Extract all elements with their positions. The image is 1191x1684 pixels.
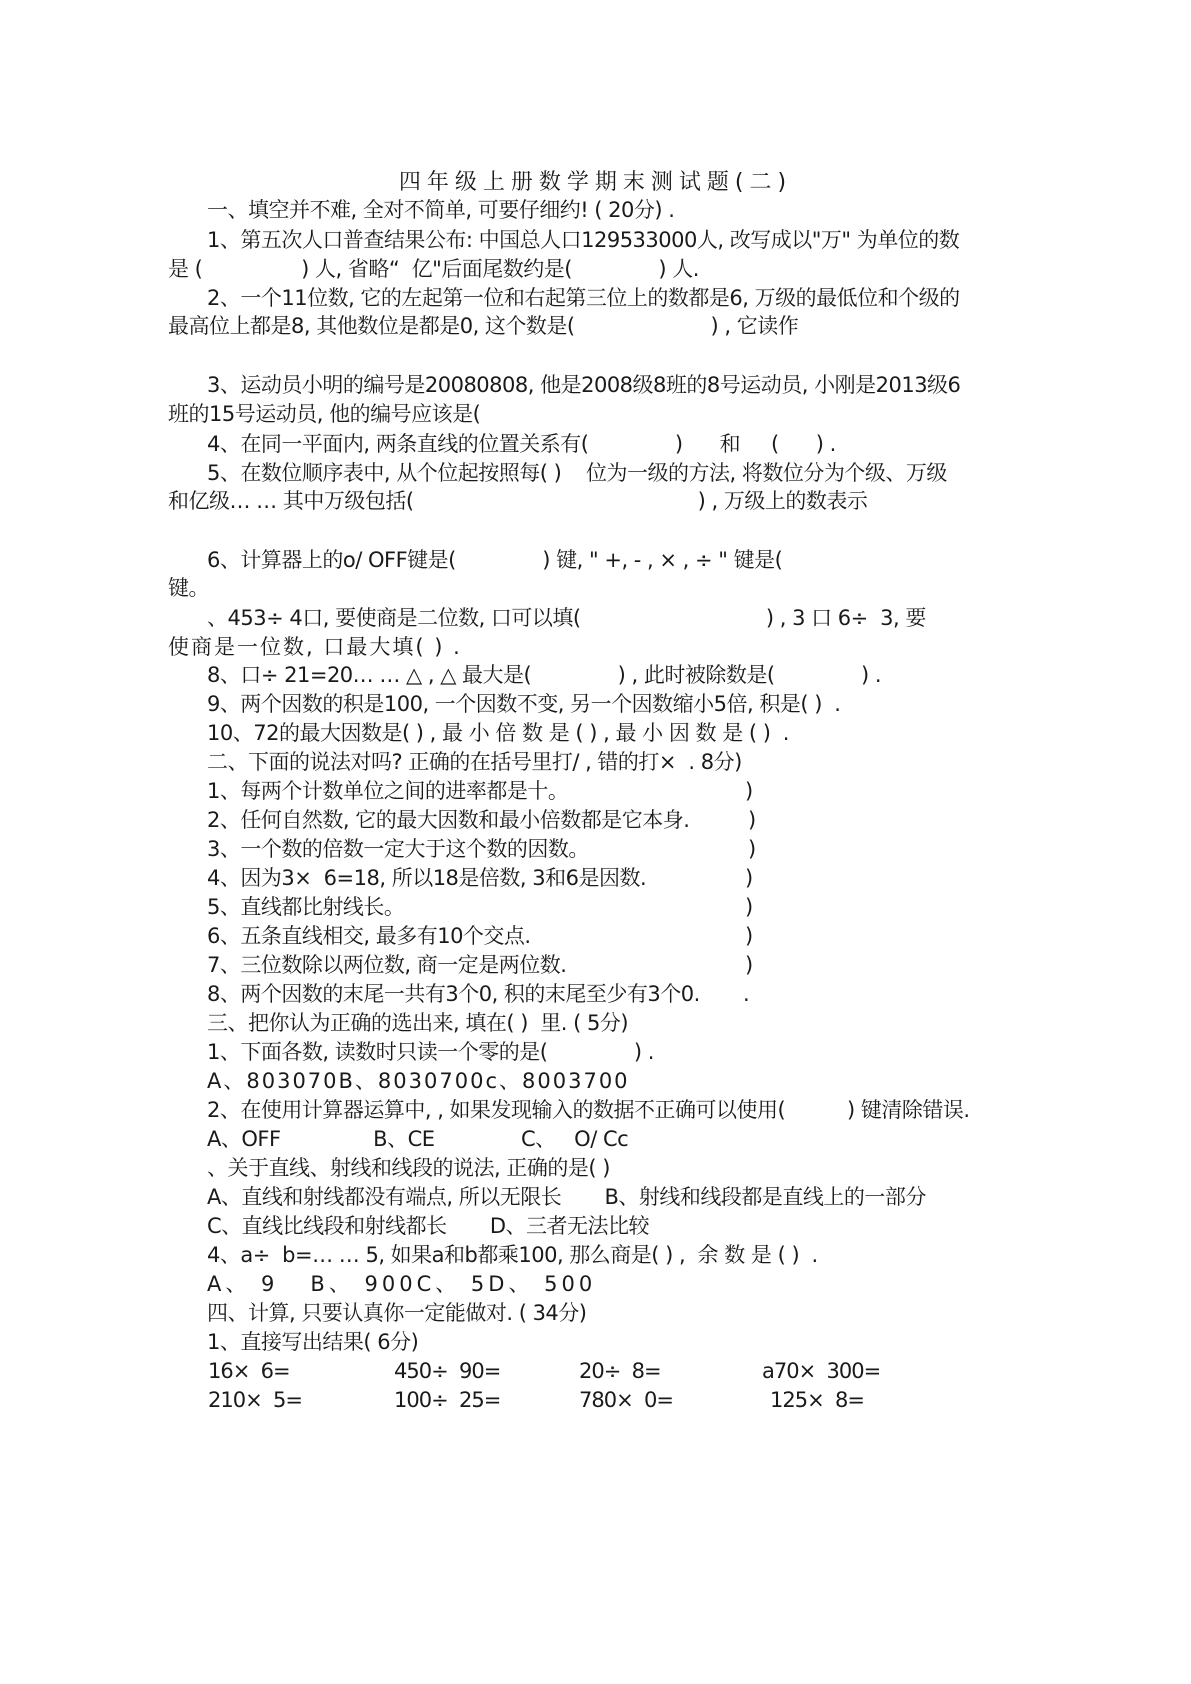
mc-q2: 2、在使用计算器运算中, , 如果发现输入的数据不正确可以使用( ) 键清除错误.: [207, 1098, 970, 1122]
q5-line1: 5、在数位顺序表中, 从个位起按照每( ) 位为一级的方法, 将数位分为个级、万级: [207, 461, 947, 485]
tf-answer-bracket-8[interactable]: .: [743, 982, 750, 1006]
q7-line1: 、453÷ 4口, 要使商是二位数, 口可以填( ) , 3 口 6÷ 3, 要: [207, 606, 926, 630]
calc-item: 100÷ 25=: [394, 1388, 501, 1412]
tf-answer-bracket-7[interactable]: ): [745, 953, 753, 977]
q10: 10、72的最大因数是( ) , 最 小 倍 数 是 ( ) , 最 小 因 数 是 ( ) .: [207, 721, 789, 745]
q7-line2: 使商是一位数, 口最大填( ) .: [168, 635, 462, 659]
tf-item-2: 2、任何自然数, 它的最大因数和最小倍数都是它本身.: [207, 808, 690, 832]
mc-q3-options-1: A、直线和射线都没有端点, 所以无限长 B、射线和线段都是直线上的一部分: [207, 1185, 926, 1209]
mc-q2-options: A、OFF B、CE C、 O/ Cc: [207, 1127, 629, 1151]
mc-q3-options-2: C、直线比线段和射线都长 D、三者无法比较: [207, 1214, 650, 1238]
tf-item-8: 8、两个因数的末尾一共有3个0, 积的末尾至少有3个0.: [207, 982, 700, 1006]
calc-item: a70× 300=: [762, 1359, 881, 1383]
tf-answer-bracket-4[interactable]: ): [745, 866, 753, 890]
q6-line1: 6、计算器上的o/ OFF键是( ) 键, " +, - , × , ÷ " 键是(: [207, 548, 783, 572]
calc-row-1: [208, 1358, 984, 1384]
calc-item: 450÷ 90=: [394, 1359, 501, 1383]
mc-q1: 1、下面各数, 读数时只读一个零的是( ) .: [207, 1040, 654, 1064]
calc-item: 20÷ 8=: [579, 1359, 661, 1383]
calc-item: 210× 5=: [208, 1388, 302, 1412]
tf-item-3: 3、一个数的倍数一定大于这个数的因数。: [207, 837, 589, 861]
tf-item-6: 6、五条直线相交, 最多有10个交点.: [207, 924, 531, 948]
tf-item-7: 7、三位数除以两位数, 商一定是两位数.: [207, 953, 567, 977]
q1-line1: 1、第五次人口普查结果公布: 中国总人口129533000人, 改写成以"万" 为单位的数: [207, 228, 960, 252]
mc-q1-options: A、803070B、8030700c、8003700: [207, 1069, 630, 1093]
tf-answer-bracket-3[interactable]: ): [748, 837, 756, 861]
page-title: 四年级上册数学期末测试题(二): [398, 170, 793, 195]
q8: 8、口÷ 21=20… … △ , △ 最大是( ) , 此时被除数是( ) .: [207, 663, 882, 687]
section4-sub1: 1、直接写出结果( 6分): [207, 1330, 419, 1354]
section1-heading: 一、填空并不难, 全对不简单, 可要仔细约! ( 20分) .: [207, 198, 675, 222]
mc-q3: 、关于直线、射线和线段的说法, 正确的是( ): [207, 1156, 610, 1180]
calc-item: 780× 0=: [579, 1388, 673, 1412]
section2-heading: 二、下面的说法对吗? 正确的在括号里打/ , 错的打× . 8分): [207, 750, 742, 774]
q3-line2: 班的15号运动员, 他的编号应该是(: [168, 402, 481, 426]
calc-item: 125× 8=: [770, 1388, 864, 1412]
mc-q4-options: A、 9 B、 900C、 5D、 500: [207, 1272, 597, 1296]
tf-item-1: 1、每两个计数单位之间的进率都是十。: [207, 779, 569, 803]
tf-item-4: 4、因为3× 6=18, 所以18是倍数, 3和6是因数.: [207, 866, 647, 890]
mc-q4: 4、a÷ b=… … 5, 如果a和b都乘100, 那么商是( ) , 余 数 是 ( ) .: [207, 1243, 818, 1267]
q1-line2: 是 ( ) 人, 省略“ 亿"后面尾数约是( ) 人.: [168, 257, 699, 281]
calc-item: 16× 6=: [208, 1359, 290, 1383]
q2-line1: 2、一个11位数, 它的左起第一位和右起第三位上的数都是6, 万级的最低位和个级的: [207, 286, 960, 310]
q3-line1: 3、运动员小明的编号是20080808, 他是2008级8班的8号运动员, 小刚是2013级6: [207, 373, 961, 397]
q4: 4、在同一平面内, 两条直线的位置关系有( ) 和 ( ) .: [207, 432, 836, 456]
q6-line2: 键。: [168, 576, 209, 600]
tf-answer-bracket-5[interactable]: ): [745, 895, 753, 919]
section4-heading: 四、计算, 只要认真你一定能做对. ( 34分): [207, 1301, 587, 1325]
tf-answer-bracket-2[interactable]: ): [748, 808, 756, 832]
tf-answer-bracket-6[interactable]: ): [745, 924, 753, 948]
q2-line2: 最高位上都是8, 其他数位是都是0, 这个数是( ) , 它读作: [168, 314, 799, 338]
calc-row-2: [208, 1387, 984, 1413]
section3-heading: 三、把你认为正确的选出来, 填在( ) 里. ( 5分): [207, 1011, 629, 1035]
q5-line2: 和亿级… … 其中万级包括( ) , 万级上的数表示: [168, 489, 868, 513]
tf-answer-bracket-1[interactable]: ): [745, 779, 753, 803]
tf-item-5: 5、直线都比射线长。: [207, 895, 405, 919]
q9: 9、两个因数的积是100, 一个因数不变, 另一个因数缩小5倍, 积是( ) .: [207, 692, 841, 716]
